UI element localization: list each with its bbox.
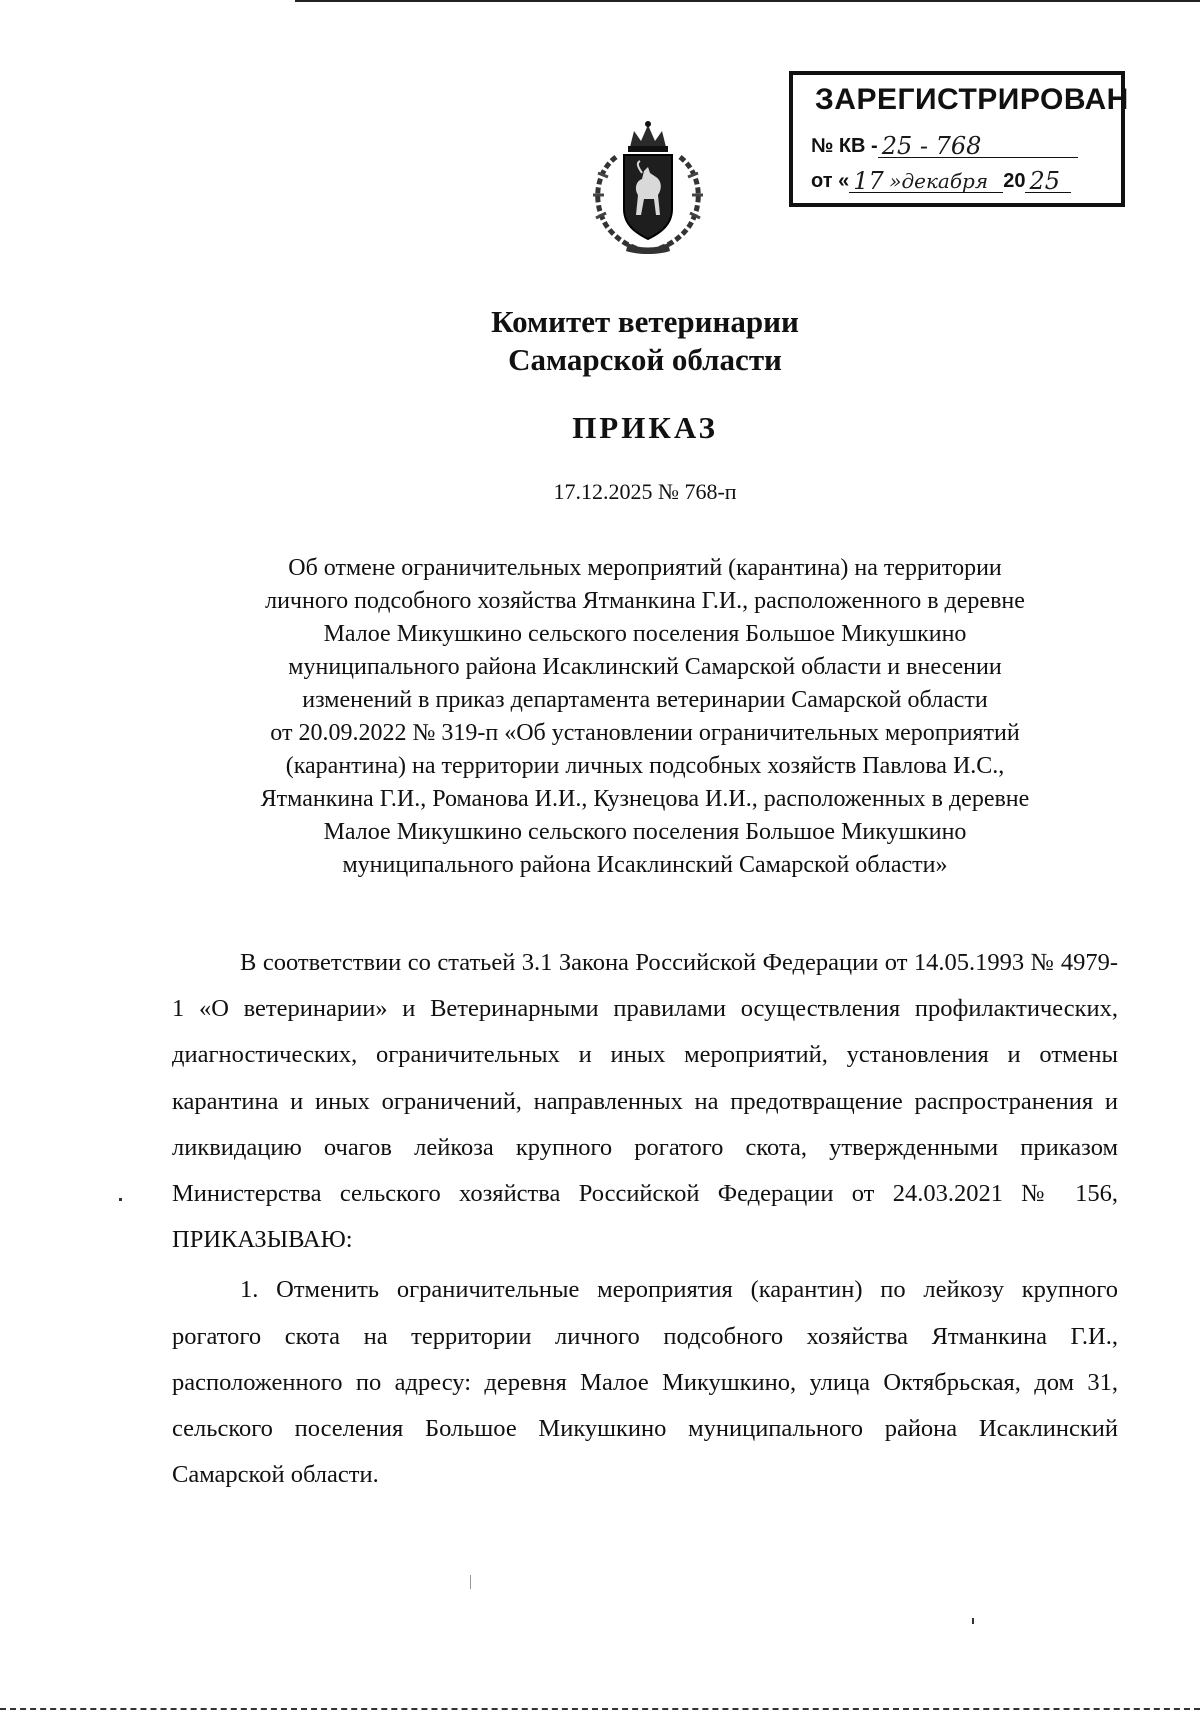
stamp-day-handwritten: 17	[853, 167, 884, 195]
registration-stamp	[789, 71, 1129, 207]
scan-speck	[470, 1575, 471, 1589]
samara-coat-of-arms-icon	[578, 117, 718, 257]
organization-name-line2: Самарской области	[508, 342, 782, 377]
stamp-date-row	[811, 167, 1071, 195]
document-body	[172, 940, 1118, 1498]
stamp-month-handwritten: »декабря	[889, 169, 989, 193]
subject-line: (карантина) на территории личных подсобных хозяйств Павлова И.С.,	[285, 753, 1005, 779]
body-paragraph-preamble: В соответствии со статьей 3.1 Закона Российской Федерации от 14.05.1993 № 4979-1 «О ветеринарии» и Ветеринарными правилами осуществления профилактических, диагностических, ограничительных и иных мероприятий, установления и отмены карантина и иных ограничений, направленных на предотвращение распространения и ликвидацию очагов лейкоза крупного рогатого скота, утвержденными приказом Министерства сельского хозяйства Российской Федерации от 24.03.2021 № 156, ПРИКАЗЫВАЮ:	[172, 949, 1118, 1254]
stamp-number-handwritten: 25 - 768	[881, 132, 982, 160]
stamp-year-line	[1025, 167, 1071, 195]
subject-line: Малое Микушкино сельского поселения Большое Микушкино	[323, 621, 967, 647]
document-date-number: 17.12.2025 № 768-п	[553, 479, 737, 504]
stamp-title: ЗАРЕГИСТРИРОВАН	[815, 83, 1129, 116]
document-type: ПРИКАЗ	[572, 410, 718, 445]
scan-speck	[119, 1198, 122, 1201]
subject-line: изменений в приказ департамента ветеринарии Самарской области	[302, 687, 988, 713]
scan-speck	[972, 1618, 974, 1624]
stamp-year-handwritten: 25	[1029, 167, 1060, 195]
body-paragraph-item-1: 1. Отменить ограничительные мероприятия (карантин) по лейкозу крупного рогатого скота на территории личного подсобного хозяйства Ятманкина Г.И., расположенного по адресу: деревня Малое Микушкино, улица Октябрьская, дом 31, сельского поселения Большое Микушкино муниципального района Исаклинский Самарской области.	[172, 1276, 1118, 1489]
subject-line: муниципального района Исаклинский Самарской области и внесении	[288, 654, 1002, 680]
stamp-month-line	[885, 170, 1003, 193]
stamp-number-line	[878, 132, 1078, 160]
stamp-year-prefix: 20	[1003, 170, 1026, 192]
scan-edge-bottom	[0, 1708, 1200, 1710]
scan-edge-top	[295, 0, 1200, 3]
stamp-day-line	[849, 167, 885, 195]
stamp-number-row	[811, 132, 1078, 160]
document-subject	[170, 552, 1120, 882]
subject-line: Малое Микушкино сельского поселения Большое Микушкино	[323, 819, 967, 845]
subject-line: Об отмене ограничительных мероприятий (карантина) на территории	[288, 555, 1002, 581]
stamp-number-prefix: № КВ -	[811, 135, 878, 157]
organization-name-line1: Комитет ветеринарии	[491, 304, 799, 339]
subject-line: Ятманкина Г.И., Романова И.И., Кузнецова И.И., расположенных в деревне	[260, 786, 1030, 812]
subject-line: личного подсобного хозяйства Ятманкина Г.И., расположенного в деревне	[265, 588, 1025, 614]
stamp-date-prefix: от «	[811, 170, 850, 192]
subject-line: от 20.09.2022 № 319-п «Об установлении ограничительных мероприятий	[270, 720, 1020, 746]
subject-line: муниципального района Исаклинский Самарской области»	[342, 852, 948, 878]
